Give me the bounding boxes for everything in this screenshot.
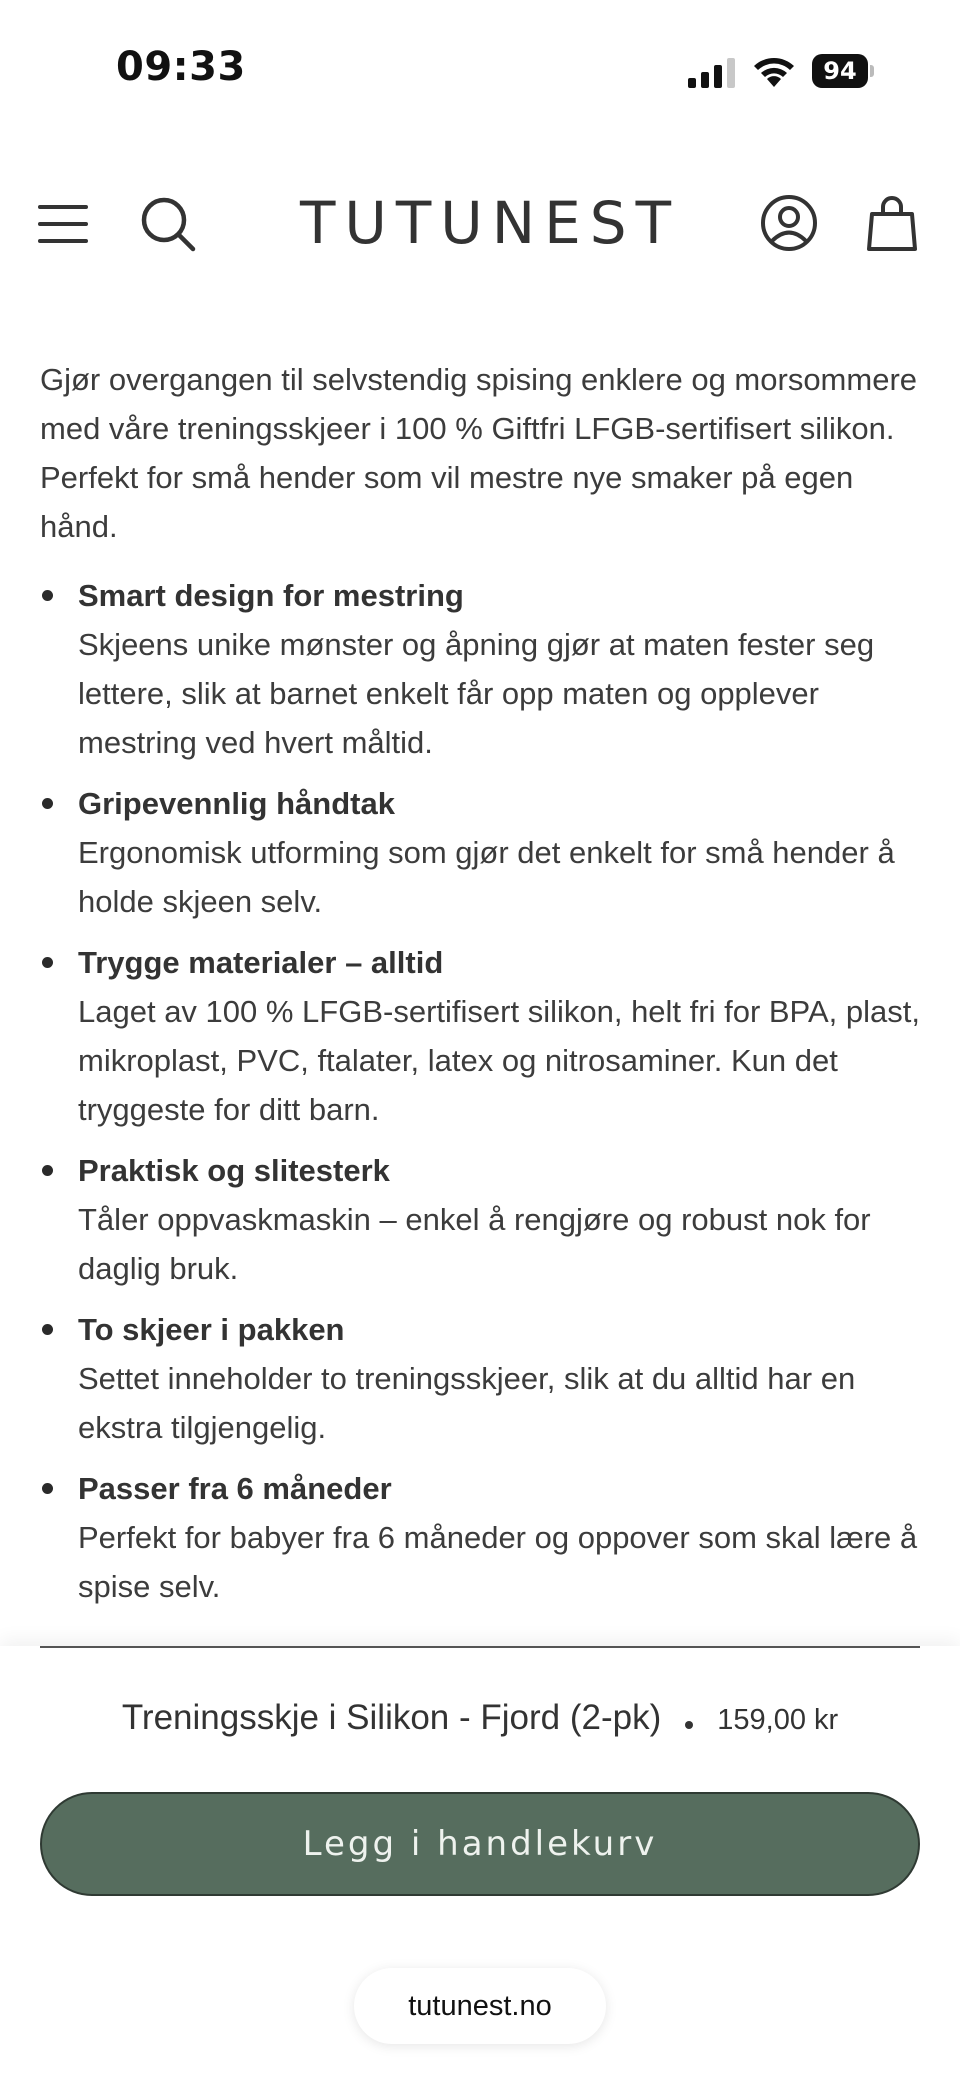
divider [40, 1646, 920, 1648]
feature-text: Perfekt for babyer fra 6 måneder og oppover som skal lære å spise selv. [78, 1520, 918, 1604]
feature-item [40, 1464, 930, 1611]
feature-list [40, 571, 930, 1611]
bullet-icon [42, 1165, 53, 1176]
battery-icon [812, 54, 872, 88]
feature-text: Ergonomisk utforming som gjør det enkelt for små hender å holde skjeen selv. [78, 835, 895, 919]
feature-item [40, 779, 930, 926]
feature-text: Laget av 100 % LFGB-sertifisert silikon, helt fri for BPA, plast, mikroplast, PVC, ftalater, latex og nitrosaminer. Kun det tryggeste for ditt barn. [78, 994, 920, 1127]
product-price: 159,00 kr [717, 1704, 839, 1736]
battery-cap [870, 65, 874, 77]
add-to-cart-button[interactable]: Legg i handlekurv [40, 1792, 920, 1896]
menu-icon[interactable] [38, 202, 90, 246]
bullet-icon [42, 590, 53, 601]
status-time: 09:33 [116, 44, 246, 90]
bullet-icon [42, 798, 53, 809]
product-description [40, 355, 930, 1623]
product-name: Treningsskje i Silikon - Fjord (2-pk) [121, 1698, 662, 1737]
feature-text: Settet inneholder to treningsskjeer, slik at du alltid har en ekstra tilgjengelig. [78, 1361, 856, 1445]
account-icon[interactable] [760, 194, 818, 252]
feature-title: Smart design for mestring [78, 578, 464, 613]
sticky-add-to-cart-bar [0, 1646, 960, 2081]
feature-title: To skjeer i pakken [78, 1312, 345, 1347]
feature-title: Gripevennlig håndtak [78, 786, 395, 821]
feature-item [40, 1305, 930, 1452]
feature-title: Trygge materialer – alltid [78, 945, 444, 980]
feature-title: Praktisk og slitesterk [78, 1153, 390, 1188]
product-summary [0, 1698, 960, 1738]
browser-url-bar[interactable]: tutunest.no [354, 1968, 606, 2044]
site-logo[interactable]: TUTUNEST [300, 189, 681, 257]
separator-dot-icon [685, 1721, 693, 1729]
feature-item [40, 571, 930, 767]
battery-level: 94 [812, 54, 868, 88]
feature-text: Skjeens unike mønster og åpning gjør at maten fester seg lettere, slik at barnet enkelt får opp maten og opplever mestring ved hvert måltid. [78, 627, 875, 760]
feature-title: Passer fra 6 måneder [78, 1471, 392, 1506]
bullet-icon [42, 1483, 53, 1494]
wifi-icon [752, 54, 796, 88]
signal-icon [688, 58, 738, 88]
description-intro: Gjør overgangen til selvstendig spising enklere og morsommere med våre treningsskjeer i 100 % Giftfri LFGB-sertifisert silikon. Perfekt for små hender som vil mestre nye smaker på egen hånd. [40, 362, 918, 544]
site-header [0, 170, 960, 280]
search-icon[interactable] [140, 196, 196, 252]
status-bar [0, 0, 960, 140]
bullet-icon [42, 1324, 53, 1335]
feature-text: Tåler oppvaskmaskin – enkel å rengjøre og robust nok for daglig bruk. [78, 1202, 871, 1286]
cart-icon[interactable] [866, 194, 918, 252]
feature-item [40, 938, 930, 1134]
bullet-icon [42, 957, 53, 968]
feature-item [40, 1146, 930, 1293]
